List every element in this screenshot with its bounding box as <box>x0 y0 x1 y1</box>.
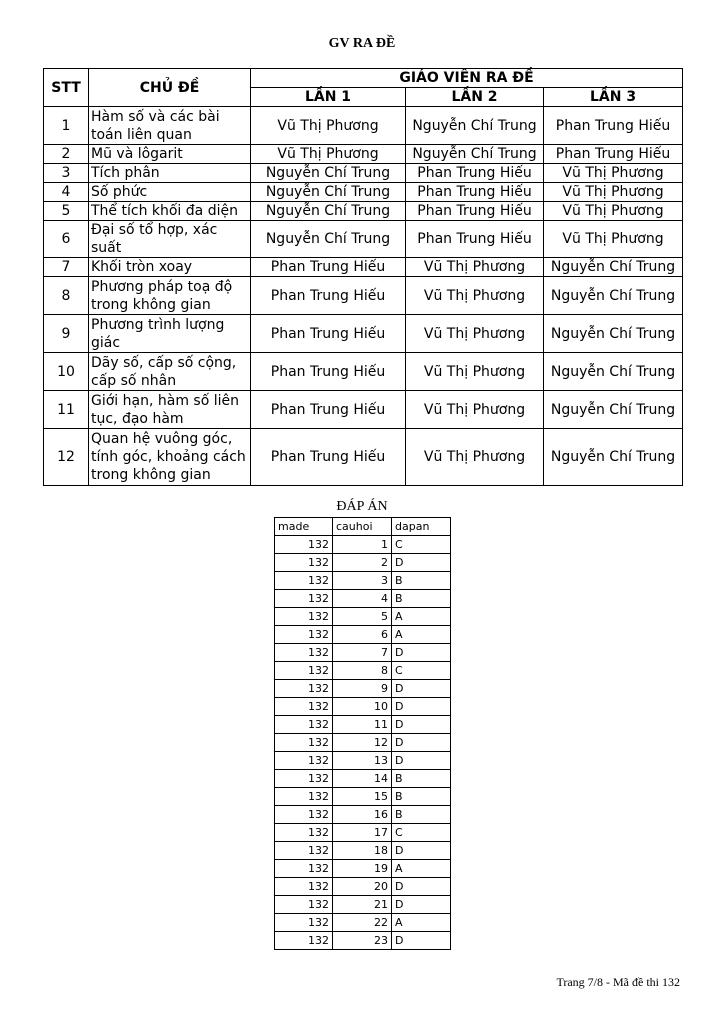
page-footer: Trang 7/8 - Mã đề thi 132 <box>556 975 680 989</box>
answer-made: 132 <box>275 680 333 698</box>
answer-made: 132 <box>275 914 333 932</box>
table-row <box>275 770 451 788</box>
row-lan-2: Nguyễn Chí Trung <box>406 107 544 145</box>
row-stt: 3 <box>44 164 89 183</box>
answer-key-title: ĐÁP ÁN <box>336 499 388 514</box>
row-topic: Số phức <box>89 183 251 202</box>
answer-dapan: D <box>392 698 451 716</box>
answer-cauhoi: 7 <box>333 644 392 662</box>
answer-made: 132 <box>275 860 333 878</box>
row-stt: 1 <box>44 107 89 145</box>
table-row <box>275 536 451 554</box>
row-lan-1: Vũ Thị Phương <box>251 145 406 164</box>
row-topic: Tích phân <box>89 164 251 183</box>
row-stt: 8 <box>44 277 89 315</box>
answer-key-header-row <box>275 518 451 536</box>
answer-dapan: D <box>392 752 451 770</box>
answer-cauhoi: 13 <box>333 752 392 770</box>
answer-dapan: D <box>392 842 451 860</box>
row-lan-1: Phan Trung Hiếu <box>251 391 406 429</box>
answer-dapan: A <box>392 860 451 878</box>
answer-dapan: A <box>392 608 451 626</box>
answer-dapan: D <box>392 734 451 752</box>
teacher-table-header-row <box>44 69 683 88</box>
header-chude: CHỦ ĐỀ <box>89 69 251 107</box>
table-row <box>44 391 683 429</box>
answer-dapan: D <box>392 680 451 698</box>
answer-made: 132 <box>275 608 333 626</box>
row-stt: 2 <box>44 145 89 164</box>
table-row <box>275 878 451 896</box>
row-topic: Hàm số và các bài toán liên quan <box>89 107 251 145</box>
answer-dapan: A <box>392 914 451 932</box>
table-row <box>275 680 451 698</box>
answer-key-table <box>274 517 451 950</box>
row-lan-3: Vũ Thị Phương <box>544 202 683 221</box>
row-stt: 6 <box>44 221 89 258</box>
answer-made: 132 <box>275 824 333 842</box>
answer-made: 132 <box>275 698 333 716</box>
answer-dapan: D <box>392 644 451 662</box>
answer-made: 132 <box>275 878 333 896</box>
table-row <box>275 806 451 824</box>
row-topic: Phương pháp toạ độ trong không gian <box>89 277 251 315</box>
table-row <box>44 221 683 258</box>
row-lan-3: Vũ Thị Phương <box>544 221 683 258</box>
header-lan-2: LẦN 2 <box>406 88 544 107</box>
table-row <box>275 626 451 644</box>
header-stt: STT <box>44 69 89 107</box>
row-topic: Giới hạn, hàm số liên tục, đạo hàm <box>89 391 251 429</box>
answer-made: 132 <box>275 554 333 572</box>
table-row <box>44 277 683 315</box>
row-lan-3: Nguyễn Chí Trung <box>544 277 683 315</box>
row-lan-1: Phan Trung Hiếu <box>251 353 406 391</box>
row-lan-2: Vũ Thị Phương <box>406 315 544 353</box>
table-row <box>275 752 451 770</box>
header-lan-1: LẦN 1 <box>251 88 406 107</box>
answer-cauhoi: 8 <box>333 662 392 680</box>
row-lan-2: Vũ Thị Phương <box>406 258 544 277</box>
answer-key-body <box>275 536 451 950</box>
table-row <box>275 590 451 608</box>
row-stt: 9 <box>44 315 89 353</box>
table-row <box>44 164 683 183</box>
answer-made: 132 <box>275 536 333 554</box>
row-lan-3: Nguyễn Chí Trung <box>544 391 683 429</box>
row-lan-1: Nguyễn Chí Trung <box>251 221 406 258</box>
table-row <box>275 914 451 932</box>
row-stt: 11 <box>44 391 89 429</box>
table-row <box>275 716 451 734</box>
answer-dapan: C <box>392 662 451 680</box>
answer-cauhoi: 6 <box>333 626 392 644</box>
row-lan-3: Nguyễn Chí Trung <box>544 353 683 391</box>
table-row <box>44 429 683 486</box>
table-row <box>44 202 683 221</box>
row-lan-2: Vũ Thị Phương <box>406 391 544 429</box>
table-row <box>275 662 451 680</box>
answer-cauhoi: 4 <box>333 590 392 608</box>
table-row <box>275 842 451 860</box>
answer-dapan: B <box>392 806 451 824</box>
table-row <box>275 896 451 914</box>
answer-made: 132 <box>275 788 333 806</box>
row-lan-2: Phan Trung Hiếu <box>406 164 544 183</box>
answer-cauhoi: 3 <box>333 572 392 590</box>
answer-dapan: D <box>392 932 451 950</box>
answer-made: 132 <box>275 734 333 752</box>
row-stt: 10 <box>44 353 89 391</box>
header-giao-vien-ra-de: GIÁO VIÊN RA ĐỀ <box>251 69 683 88</box>
answer-cauhoi: 15 <box>333 788 392 806</box>
row-stt: 12 <box>44 429 89 486</box>
table-row <box>275 572 451 590</box>
table-row <box>275 932 451 950</box>
answer-made: 132 <box>275 590 333 608</box>
row-lan-1: Phan Trung Hiếu <box>251 277 406 315</box>
header-dapan: dapan <box>392 518 451 536</box>
row-lan-3: Vũ Thị Phương <box>544 183 683 202</box>
table-row <box>44 353 683 391</box>
row-lan-2: Phan Trung Hiếu <box>406 183 544 202</box>
row-lan-2: Nguyễn Chí Trung <box>406 145 544 164</box>
answer-dapan: D <box>392 878 451 896</box>
row-lan-3: Nguyễn Chí Trung <box>544 315 683 353</box>
row-lan-3: Nguyễn Chí Trung <box>544 429 683 486</box>
answer-made: 132 <box>275 770 333 788</box>
answer-made: 132 <box>275 806 333 824</box>
table-row <box>44 145 683 164</box>
table-row <box>44 315 683 353</box>
page-title: GV RA ĐỀ <box>328 36 396 51</box>
answer-dapan: D <box>392 896 451 914</box>
table-row <box>275 698 451 716</box>
answer-made: 132 <box>275 644 333 662</box>
table-row <box>275 608 451 626</box>
row-topic: Quan hệ vuông góc, tính góc, khoảng cách trong không gian <box>89 429 251 486</box>
answer-cauhoi: 12 <box>333 734 392 752</box>
row-topic: Dãy số, cấp số cộng, cấp số nhân <box>89 353 251 391</box>
answer-made: 132 <box>275 896 333 914</box>
teacher-table <box>43 68 683 486</box>
row-stt: 7 <box>44 258 89 277</box>
row-lan-1: Phan Trung Hiếu <box>251 429 406 486</box>
answer-cauhoi: 5 <box>333 608 392 626</box>
answer-cauhoi: 21 <box>333 896 392 914</box>
table-row <box>44 258 683 277</box>
row-lan-2: Vũ Thị Phương <box>406 429 544 486</box>
header-cauhoi: cauhoi <box>333 518 392 536</box>
answer-dapan: D <box>392 554 451 572</box>
row-topic: Thể tích khối đa diện <box>89 202 251 221</box>
table-row <box>275 788 451 806</box>
row-lan-1: Nguyễn Chí Trung <box>251 183 406 202</box>
answer-made: 132 <box>275 662 333 680</box>
table-row <box>275 554 451 572</box>
answer-dapan: B <box>392 788 451 806</box>
header-lan-3: LẦN 3 <box>544 88 683 107</box>
answer-made: 132 <box>275 572 333 590</box>
row-lan-2: Phan Trung Hiếu <box>406 221 544 258</box>
answer-dapan: B <box>392 572 451 590</box>
answer-cauhoi: 17 <box>333 824 392 842</box>
answer-made: 132 <box>275 842 333 860</box>
answer-dapan: B <box>392 590 451 608</box>
table-row <box>44 183 683 202</box>
answer-cauhoi: 22 <box>333 914 392 932</box>
row-lan-3: Phan Trung Hiếu <box>544 145 683 164</box>
row-stt: 5 <box>44 202 89 221</box>
answer-cauhoi: 19 <box>333 860 392 878</box>
table-row <box>275 644 451 662</box>
answer-dapan: C <box>392 536 451 554</box>
table-row <box>275 824 451 842</box>
row-lan-3: Vũ Thị Phương <box>544 164 683 183</box>
answer-cauhoi: 18 <box>333 842 392 860</box>
table-row <box>275 734 451 752</box>
row-lan-1: Phan Trung Hiếu <box>251 258 406 277</box>
answer-made: 132 <box>275 626 333 644</box>
answer-cauhoi: 14 <box>333 770 392 788</box>
answer-cauhoi: 11 <box>333 716 392 734</box>
row-topic: Đại số tổ hợp, xác suất <box>89 221 251 258</box>
answer-cauhoi: 16 <box>333 806 392 824</box>
row-lan-2: Vũ Thị Phương <box>406 353 544 391</box>
answer-dapan: B <box>392 770 451 788</box>
row-topic: Mũ và lôgarit <box>89 145 251 164</box>
row-lan-3: Phan Trung Hiếu <box>544 107 683 145</box>
table-row <box>44 107 683 145</box>
answer-cauhoi: 20 <box>333 878 392 896</box>
answer-dapan: A <box>392 626 451 644</box>
answer-made: 132 <box>275 716 333 734</box>
answer-dapan: C <box>392 824 451 842</box>
answer-made: 132 <box>275 932 333 950</box>
row-lan-3: Nguyễn Chí Trung <box>544 258 683 277</box>
table-row <box>275 860 451 878</box>
row-stt: 4 <box>44 183 89 202</box>
answer-cauhoi: 10 <box>333 698 392 716</box>
header-made: made <box>275 518 333 536</box>
row-lan-2: Phan Trung Hiếu <box>406 202 544 221</box>
row-lan-1: Phan Trung Hiếu <box>251 315 406 353</box>
answer-dapan: D <box>392 716 451 734</box>
answer-cauhoi: 9 <box>333 680 392 698</box>
row-lan-2: Vũ Thị Phương <box>406 277 544 315</box>
answer-cauhoi: 1 <box>333 536 392 554</box>
answer-cauhoi: 2 <box>333 554 392 572</box>
row-topic: Phương trình lượng giác <box>89 315 251 353</box>
answer-made: 132 <box>275 752 333 770</box>
row-lan-1: Nguyễn Chí Trung <box>251 164 406 183</box>
row-topic: Khối tròn xoay <box>89 258 251 277</box>
answer-cauhoi: 23 <box>333 932 392 950</box>
row-lan-1: Vũ Thị Phương <box>251 107 406 145</box>
row-lan-1: Nguyễn Chí Trung <box>251 202 406 221</box>
